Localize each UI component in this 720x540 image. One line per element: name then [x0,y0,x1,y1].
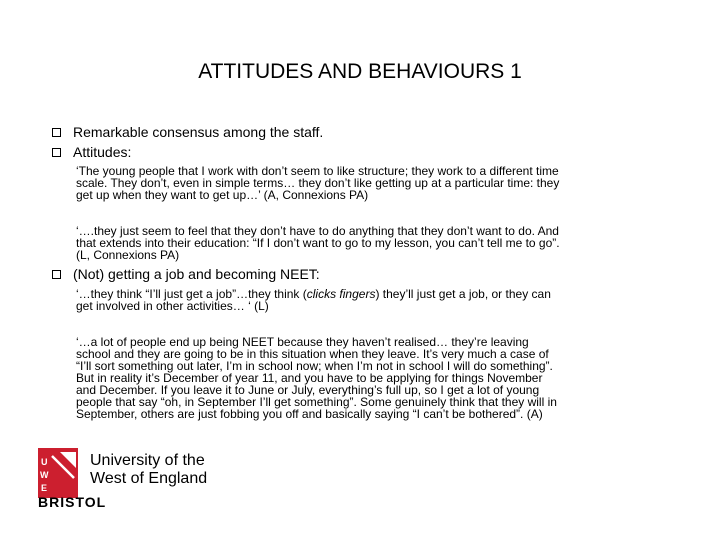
bullet-consensus [52,124,323,140]
quote-line: ‘….they just seem to feel that they don’t have to do anything that they don’t want to do. And [76,224,559,238]
quote-line: (L, Connexions PA) [76,248,180,262]
quote-line: ‘…a lot of people end up being NEET because they haven’t realised… they’re leaving [76,335,529,349]
quote-line: scale. They don’t, even in simple terms… they don’t like getting up at a particular time: they [76,176,560,190]
bullet-text: Remarkable consensus among the staff. [73,124,324,140]
slide-title: ATTITUDES AND BEHAVIOURS 1 [198,60,522,83]
logo-city: BRISTOL [38,494,107,510]
quote-fragment: ) they’ll just get a job, or they can [375,287,551,301]
bullet-text: (Not) getting a job and becoming NEET: [73,266,320,282]
quote-fragment: ‘…they think “I’ll just get a job”…they think ( [76,287,307,301]
quote-education [76,225,560,261]
quote-line: and December. If you leave it to June or July, everything’s full up, so I get a lot of young [76,383,540,397]
quote-neet [76,336,557,420]
quote-line: But in reality it’s December of year 11, and you have to be applying for things November [76,371,543,385]
logo-letter-e: E [41,483,48,493]
quote-get-a-job [76,288,551,312]
quote-line: get up when they want to get up…’ (A, Connexions PA) [76,188,369,202]
quote-structure [76,165,559,201]
bullet-neet [52,266,320,282]
logo-letter-u: U [41,457,48,467]
logo-university-line1: University of the [90,452,205,469]
bullet-attitudes [52,144,131,160]
checkbox-bullet-icon [52,270,61,279]
uwe-logo [38,448,248,510]
logo-letter-w: W [40,470,49,480]
quote-italic-fragment: clicks fingers [306,287,376,301]
quote-line: get involved in other activities… ‘ (L) [76,299,269,313]
checkbox-bullet-icon [52,128,61,137]
quote-line: “I’ll sort something out later, I’m in school now; when I’m not in school I will do something”. [76,359,553,373]
quote-line: September, others are just fobbing you off and basically saying “I can’t be bothered”. (A) [76,407,543,421]
quote-line: people that say “oh, in September I’ll get something”. Some genuinely think that they will in [76,395,557,409]
logo-university-line2: West of England [90,470,208,487]
quote-line: that extends into their education: “If I don’t want to go to my lesson, you can’t tell me to go”. [76,236,560,250]
bullet-text: Attitudes: [73,144,132,160]
checkbox-bullet-icon [52,148,61,157]
quote-line: ‘The young people that I work with don’t seem to like structure; they work to a different time [76,164,559,178]
quote-line: school and they are going to be in this situation when they leave. It’s very much a case of [76,347,549,361]
